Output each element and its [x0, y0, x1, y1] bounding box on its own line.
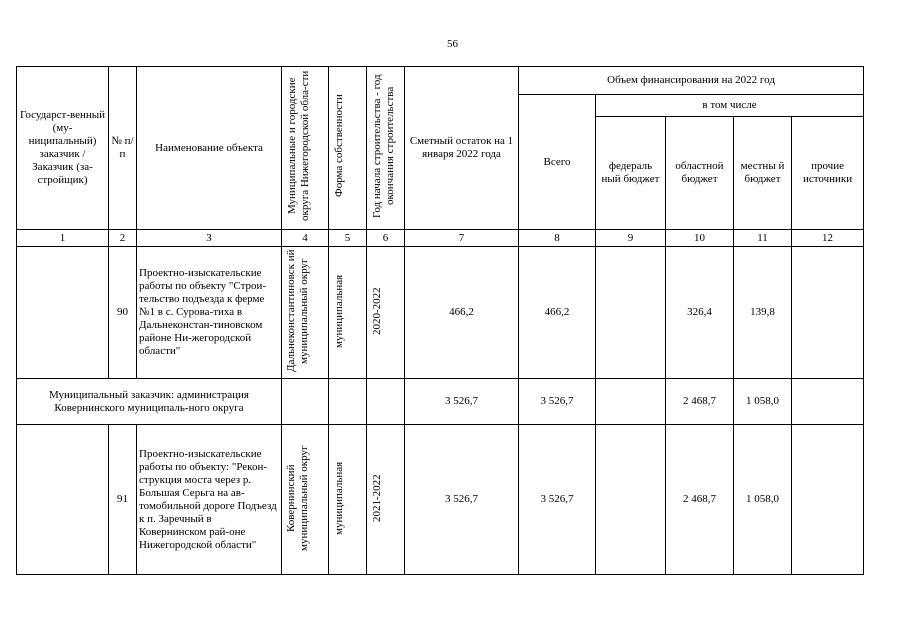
- customer-subheader-row: [17, 379, 864, 425]
- subheader-total: 3 526,7: [519, 379, 596, 425]
- header-other: прочие источники: [792, 117, 864, 230]
- col-num-10: 10: [666, 230, 734, 247]
- empty-cell: [329, 379, 367, 425]
- header-num: № п/п: [109, 67, 137, 230]
- empty-cell: [367, 379, 405, 425]
- row-regional: 2 468,7: [666, 425, 734, 575]
- page-number: 56: [447, 38, 458, 50]
- table-row: [17, 425, 864, 575]
- row-federal: [596, 247, 666, 379]
- row-district-cell: [282, 425, 329, 575]
- col-num-3: 3: [137, 230, 282, 247]
- row-federal: [596, 425, 666, 575]
- header-districts: Муниципальные и городские округа Нижегородской обла-сти: [286, 70, 311, 222]
- header-including: в том числе: [596, 95, 864, 117]
- col-num-6: 6: [367, 230, 405, 247]
- row-num: 91: [109, 425, 137, 575]
- row-district-cell: [282, 247, 329, 379]
- table-row: [17, 247, 864, 379]
- row-local: 139,8: [734, 247, 792, 379]
- row-object-name: Проектно-изыскательские работы по объекту: "Рекон-струкция моста через р. Большая Серьга на ав-томобильной дороге Подъезд к п. Заречный в Ковернинском рай-оне Нижегородской области": [137, 425, 282, 575]
- header-districts-cell: [282, 67, 329, 230]
- col-num-12: 12: [792, 230, 864, 247]
- row-ownership: муниципальная: [332, 460, 345, 535]
- header-ownership-cell: [329, 67, 367, 230]
- col-num-9: 9: [596, 230, 666, 247]
- subheader-regional: 2 468,7: [666, 379, 734, 425]
- budget-table: [16, 66, 864, 575]
- header-ownership: Форма собственности: [332, 94, 345, 198]
- row-total: 3 526,7: [519, 425, 596, 575]
- row-district: Дальнеконстантиновск ий муниципальный округ: [285, 249, 310, 372]
- row-regional: 326,4: [666, 247, 734, 379]
- header-financing: Объем финансирования на 2022 год: [519, 67, 864, 95]
- col-num-5: 5: [329, 230, 367, 247]
- row-ownership: муниципальная: [332, 273, 345, 348]
- row-years-cell: [367, 247, 405, 379]
- column-numbers-row: [17, 230, 864, 247]
- subheader-federal: [596, 379, 666, 425]
- header-years: Год начала строительства - год окончания строительства: [370, 74, 396, 218]
- col-num-11: 11: [734, 230, 792, 247]
- header-federal: федераль ный бюджет: [596, 117, 666, 230]
- customer-subheader: Муниципальный заказчик: администрация Ковернинского муниципаль-ного округа: [17, 379, 282, 425]
- col-num-1: 1: [17, 230, 109, 247]
- header-years-cell: [367, 67, 405, 230]
- row-years: 2020-2022: [370, 286, 383, 335]
- row-object-name: Проектно-изыскательские работы по объекту "Строи-тельство подъезда к ферме №1 в с. Сурова-тиха в Дальнеконстан-тиновском районе Ни-жегородской области": [137, 247, 282, 379]
- header-regional: областной бюджет: [666, 117, 734, 230]
- header-object-name: Наименование объекта: [137, 67, 282, 230]
- col-num-4: 4: [282, 230, 329, 247]
- header-total: Всего: [519, 95, 596, 230]
- row-ownership-cell: [329, 247, 367, 379]
- col-num-8: 8: [519, 230, 596, 247]
- row-customer: [17, 425, 109, 575]
- subheader-remainder: 3 526,7: [405, 379, 519, 425]
- row-years-cell: [367, 425, 405, 575]
- row-local: 1 058,0: [734, 425, 792, 575]
- col-num-2: 2: [109, 230, 137, 247]
- row-total: 466,2: [519, 247, 596, 379]
- header-remainder: Сметный остаток на 1 января 2022 года: [405, 67, 519, 230]
- subheader-other: [792, 379, 864, 425]
- header-local: местны й бюджет: [734, 117, 792, 230]
- col-num-7: 7: [405, 230, 519, 247]
- subheader-local: 1 058,0: [734, 379, 792, 425]
- row-other: [792, 247, 864, 379]
- header-customer: Государст-венный (му-ниципальный) заказчик / Заказчик (за-стройщик): [17, 67, 109, 230]
- row-customer: [17, 247, 109, 379]
- empty-cell: [282, 379, 329, 425]
- row-district: Ковернинский муниципальный округ: [285, 444, 310, 551]
- row-remainder: 466,2: [405, 247, 519, 379]
- row-years: 2021-2022: [370, 473, 383, 522]
- row-ownership-cell: [329, 425, 367, 575]
- row-remainder: 3 526,7: [405, 425, 519, 575]
- row-num: 90: [109, 247, 137, 379]
- row-other: [792, 425, 864, 575]
- header-row-1: [17, 67, 864, 95]
